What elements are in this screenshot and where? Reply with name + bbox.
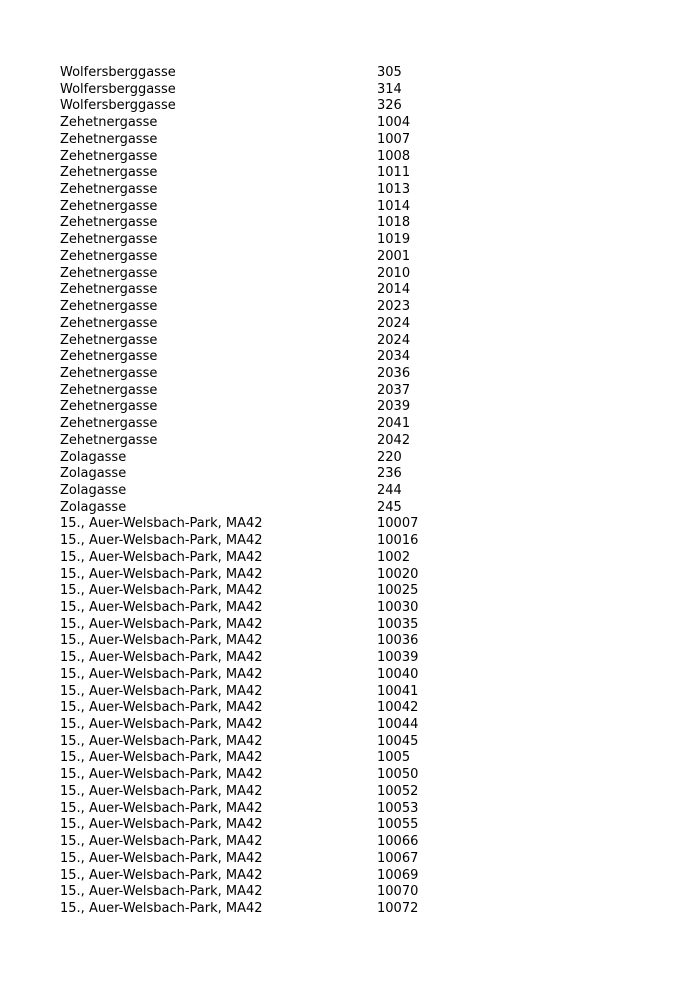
house-number: 1007 <box>377 131 411 147</box>
house-number: 2024 <box>377 332 411 348</box>
street-name: Zehetnergasse <box>60 315 158 331</box>
house-number: 2041 <box>377 416 411 432</box>
street-name: 15., Auer-Welsbach-Park, MA42 <box>60 834 263 850</box>
house-number: 305 <box>377 65 402 80</box>
street-name: 15., Auer-Welsbach-Park, MA42 <box>60 800 263 816</box>
house-number: 314 <box>377 81 402 97</box>
list-item <box>60 533 480 550</box>
house-number: 10050 <box>377 767 419 783</box>
list-item <box>60 349 480 366</box>
street-name: Zehetnergasse <box>60 399 158 415</box>
street-name: 15., Auer-Welsbach-Park, MA42 <box>60 633 263 649</box>
list-item <box>60 399 480 416</box>
list-item <box>60 65 480 82</box>
list-item <box>60 232 480 249</box>
list-item <box>60 617 480 634</box>
list-item <box>60 550 480 567</box>
house-number: 1013 <box>377 182 411 198</box>
street-name: Wolfersberggasse <box>60 81 176 97</box>
list-item <box>60 182 480 199</box>
list-item <box>60 282 480 299</box>
house-number: 10035 <box>377 616 419 632</box>
list-item <box>60 583 480 600</box>
list-item <box>60 383 480 400</box>
street-name: Zehetnergasse <box>60 148 158 164</box>
list-item <box>60 500 480 517</box>
list-item <box>60 199 480 216</box>
house-number: 2037 <box>377 382 411 398</box>
house-number: 10072 <box>377 900 419 916</box>
house-number: 236 <box>377 466 402 482</box>
street-name: 15., Auer-Welsbach-Park, MA42 <box>60 666 263 682</box>
list-item <box>60 700 480 717</box>
street-name: Zehetnergasse <box>60 131 158 147</box>
house-number: 244 <box>377 482 402 498</box>
street-name: 15., Auer-Welsbach-Park, MA42 <box>60 516 263 532</box>
street-name: Zehetnergasse <box>60 248 158 264</box>
list-item <box>60 466 480 483</box>
house-number: 1014 <box>377 198 411 214</box>
house-number: 1008 <box>377 148 411 164</box>
house-number: 1004 <box>377 115 411 131</box>
house-number: 10041 <box>377 683 419 699</box>
list-item <box>60 299 480 316</box>
list-item <box>60 333 480 350</box>
street-name: 15., Auer-Welsbach-Park, MA42 <box>60 616 263 632</box>
house-number: 326 <box>377 98 402 114</box>
street-name: 15., Auer-Welsbach-Park, MA42 <box>60 783 263 799</box>
house-number: 10036 <box>377 633 419 649</box>
list-item <box>60 600 480 617</box>
list-item <box>60 316 480 333</box>
house-number: 245 <box>377 499 402 515</box>
list-item <box>60 767 480 784</box>
list-item <box>60 650 480 667</box>
street-name: 15., Auer-Welsbach-Park, MA42 <box>60 733 263 749</box>
list-item <box>60 834 480 851</box>
street-name: Zehetnergasse <box>60 382 158 398</box>
list-item <box>60 717 480 734</box>
street-name: Zehetnergasse <box>60 432 158 448</box>
house-number: 10020 <box>377 566 419 582</box>
house-number: 10025 <box>377 583 419 599</box>
house-number: 2001 <box>377 248 411 264</box>
house-number: 10042 <box>377 700 419 716</box>
list-item <box>60 667 480 684</box>
list-item <box>60 82 480 99</box>
list-item <box>60 416 480 433</box>
address-list <box>60 65 480 918</box>
street-name: 15., Auer-Welsbach-Park, MA42 <box>60 583 263 599</box>
street-name: 15., Auer-Welsbach-Park, MA42 <box>60 750 263 766</box>
street-name: 15., Auer-Welsbach-Park, MA42 <box>60 650 263 666</box>
street-name: 15., Auer-Welsbach-Park, MA42 <box>60 533 263 549</box>
house-number: 2042 <box>377 432 411 448</box>
house-number: 10069 <box>377 867 419 883</box>
street-name: Zehetnergasse <box>60 115 158 131</box>
list-item <box>60 784 480 801</box>
house-number: 10067 <box>377 850 419 866</box>
street-name: 15., Auer-Welsbach-Park, MA42 <box>60 817 263 833</box>
street-name: Zolagasse <box>60 449 127 465</box>
house-number: 2023 <box>377 299 411 315</box>
street-name: 15., Auer-Welsbach-Park, MA42 <box>60 767 263 783</box>
house-number: 10007 <box>377 516 419 532</box>
street-name: Wolfersberggasse <box>60 98 176 114</box>
street-name: 15., Auer-Welsbach-Park, MA42 <box>60 867 263 883</box>
house-number: 10045 <box>377 733 419 749</box>
house-number: 10039 <box>377 650 419 666</box>
street-name: Zehetnergasse <box>60 198 158 214</box>
house-number: 10066 <box>377 834 419 850</box>
house-number: 10070 <box>377 884 419 900</box>
street-name: Zehetnergasse <box>60 365 158 381</box>
house-number: 2036 <box>377 365 411 381</box>
list-item <box>60 684 480 701</box>
house-number: 1005 <box>377 750 411 766</box>
house-number: 10044 <box>377 717 419 733</box>
street-name: Zehetnergasse <box>60 265 158 281</box>
house-number: 220 <box>377 449 402 465</box>
house-number: 2014 <box>377 282 411 298</box>
street-name: Zehetnergasse <box>60 416 158 432</box>
house-number: 10055 <box>377 817 419 833</box>
list-item <box>60 215 480 232</box>
street-name: Zolagasse <box>60 466 127 482</box>
street-name: 15., Auer-Welsbach-Park, MA42 <box>60 717 263 733</box>
house-number: 1011 <box>377 165 411 181</box>
street-name: 15., Auer-Welsbach-Park, MA42 <box>60 549 263 565</box>
street-name: Zehetnergasse <box>60 182 158 198</box>
house-number: 10030 <box>377 600 419 615</box>
house-number: 10053 <box>377 800 419 816</box>
house-number: 1019 <box>377 232 411 248</box>
list-item <box>60 149 480 166</box>
street-name: 15., Auer-Welsbach-Park, MA42 <box>60 683 263 699</box>
list-item <box>60 483 480 500</box>
street-name: Zehetnergasse <box>60 232 158 248</box>
street-name: 15., Auer-Welsbach-Park, MA42 <box>60 900 263 916</box>
list-item <box>60 817 480 834</box>
house-number: 1018 <box>377 215 411 231</box>
list-item <box>60 266 480 283</box>
list-item <box>60 433 480 450</box>
street-name: Zehetnergasse <box>60 349 158 365</box>
house-number: 10016 <box>377 533 419 549</box>
street-name: 15., Auer-Welsbach-Park, MA42 <box>60 566 263 582</box>
house-number: 10052 <box>377 783 419 799</box>
house-number: 2010 <box>377 265 411 281</box>
street-name: Zolagasse <box>60 482 127 498</box>
street-name: Zehetnergasse <box>60 165 158 181</box>
house-number: 10040 <box>377 666 419 682</box>
list-item <box>60 567 480 584</box>
list-item <box>60 132 480 149</box>
list-item <box>60 801 480 818</box>
list-item <box>60 98 480 115</box>
street-name: Wolfersberggasse <box>60 65 176 80</box>
list-item <box>60 249 480 266</box>
list-item <box>60 901 480 918</box>
house-number: 2034 <box>377 349 411 365</box>
list-item <box>60 734 480 751</box>
street-name: Zehetnergasse <box>60 299 158 315</box>
list-item <box>60 868 480 885</box>
list-item <box>60 884 480 901</box>
street-name: Zehetnergasse <box>60 282 158 298</box>
list-item <box>60 366 480 383</box>
list-item <box>60 450 480 467</box>
list-item <box>60 516 480 533</box>
house-number: 2024 <box>377 315 411 331</box>
list-item <box>60 165 480 182</box>
street-name: Zehetnergasse <box>60 332 158 348</box>
street-name: Zehetnergasse <box>60 215 158 231</box>
list-item <box>60 750 480 767</box>
street-name: Zolagasse <box>60 499 127 515</box>
list-item <box>60 633 480 650</box>
house-number: 2039 <box>377 399 411 415</box>
list-item <box>60 115 480 132</box>
street-name: 15., Auer-Welsbach-Park, MA42 <box>60 884 263 900</box>
house-number: 1002 <box>377 549 411 565</box>
list-item <box>60 851 480 868</box>
street-name: 15., Auer-Welsbach-Park, MA42 <box>60 850 263 866</box>
street-name: 15., Auer-Welsbach-Park, MA42 <box>60 700 263 716</box>
street-name: 15., Auer-Welsbach-Park, MA42 <box>60 600 263 615</box>
